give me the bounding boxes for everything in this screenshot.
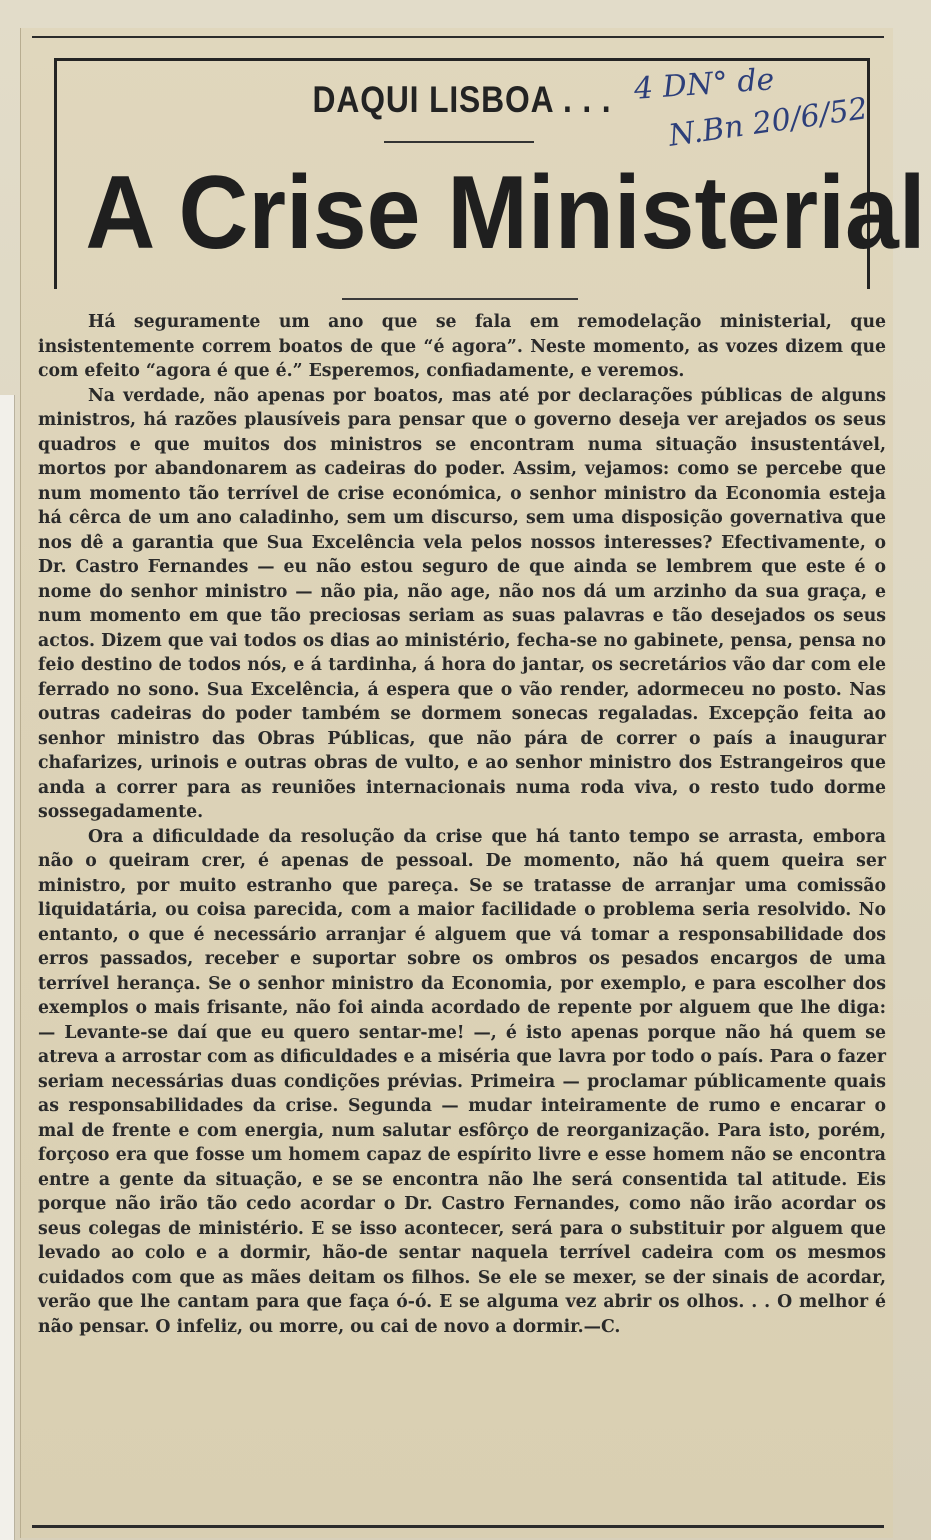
bottom-rule [32, 1525, 884, 1528]
article-paragraph-2: Na verdade, não apenas por boatos, mas até por declarações públicas de alguns ministros, há razões plausíveis para pensar que o governo deseja ver arejados os seus quadros e que muitos dos ministros se encontram numa situação insustentável, mortos por abandonarem as cadeiras do poder. Assim, vejamos: como se percebe que num momento tão terrível de crise económica, o senhor ministro da Economia esteja há cêrca de um ano caladinho, sem um discurso, sem uma disposição governativa que nos dê a garantia que Sua Excelência vela pelos nossos interesses? Efectivamente, o Dr. Castro Fernandes — eu não estou seguro de que ainda se lembrem que este é o nome do senhor ministro — não pia, não age, não nos dá um arzinho da sua graça, e num momento em que tão preciosas seriam as suas palavras e tão desejados os seus actos. Dizem que vai todos os dias ao ministério, fecha-se no gabinete, pensa, pensa no feio destino de todos nós, e á tardinha, á hora do jantar, os secretários vão dar com ele ferrado no sono. Sua Excelência, á espera que o vão render, adormeceu no posto. Nas outras cadeiras do poder também se dormem sonecas regaladas. Excepção feita ao senhor ministro das Obras Públicas, que não pára de correr o país a inaugurar chafarizes, urinois e outras obras de vulto, e ao senhor ministro dos Estrangeiros que anda a correr para as reuniões internacionais numa roda viva, o resto tudo dorme sossegadamente. [38, 385, 886, 822]
article-paragraph-1: Há seguramente um ano que se fala em remodelação ministerial, que insistentemente correm boatos de que “é agora”. Neste momento, as vozes dizem que com efeito “agora é que é.” Esperemos, confiadamente, e veremos. [38, 312, 886, 381]
article-paragraph-3: Ora a dificuldade da resolução da crise que há tanto tempo se arrasta, embora não o queiram crer, é apenas de pessoal. De momento, não há quem queira ser ministro, por muito estranho que pareça. Se se tratasse de arranjar uma comissão liquidatária, ou coisa parecida, com a maior facilidade o problema seria resolvido. No entanto, o que é necessário arranjar é alguem que vá tomar a responsabilidade dos erros passados, receber e suportar sobre os ombros os pesados encargos de uma terrível herança. Se o senhor ministro da Economia, por exemplo, e para escolher dos exemplos o mais frisante, não foi ainda acordado de repente por alguem que lhe diga: — Levante-se daí que eu quero sentar-me! —, é isto apenas porque não há quem se atreva a arrostar com as dificuldades e a miséria que lavra por todo o país. Para o fazer seriam necessárias duas condições prévias. Primeira — proclamar públicamente quais as responsabilidades da crise. Segunda — mudar inteiramente de rumo e encarar o mal de frente e com energia, num salutar esfôrço de reorganização. Para isto, porém, forçoso era que fosse um homem capaz de espírito livre e esse homem não se encontra entre a gente da situação, e se se encontra não lhe será consentida tal atitude. Eis porque não irão tão cedo acordar o Dr. Castro Fernandes, como não irão acordar os seus colegas de ministério. E se isso acontecer, será para o substituir por alguem que levado ao colo e a dormir, hão-de sentar naquela terrível cadeira com os mesmos cuidados com que as mães deitam os filhos. Se ele se mexer, se der sinais de acordar, verão que lhe cantam para que faça ó-ó. E se alguma vez abrir os olhos. . . O melhor é não pensar. O infeliz, ou morre, ou cai de novo a dormir.—C. [38, 826, 886, 1337]
headline: A Crise Ministerial [85, 155, 926, 271]
article-body [38, 310, 886, 1339]
kicker: DAQUI LISBOA . . . [312, 79, 612, 120]
page-edge-strip [0, 395, 15, 1540]
handwritten-note-line2: N.Bn 20/6/52 [666, 91, 870, 154]
headline-divider [342, 298, 578, 300]
kicker-divider [384, 141, 534, 143]
handwritten-note-line1: 4 DN° de [632, 62, 776, 107]
top-rule [32, 36, 884, 38]
